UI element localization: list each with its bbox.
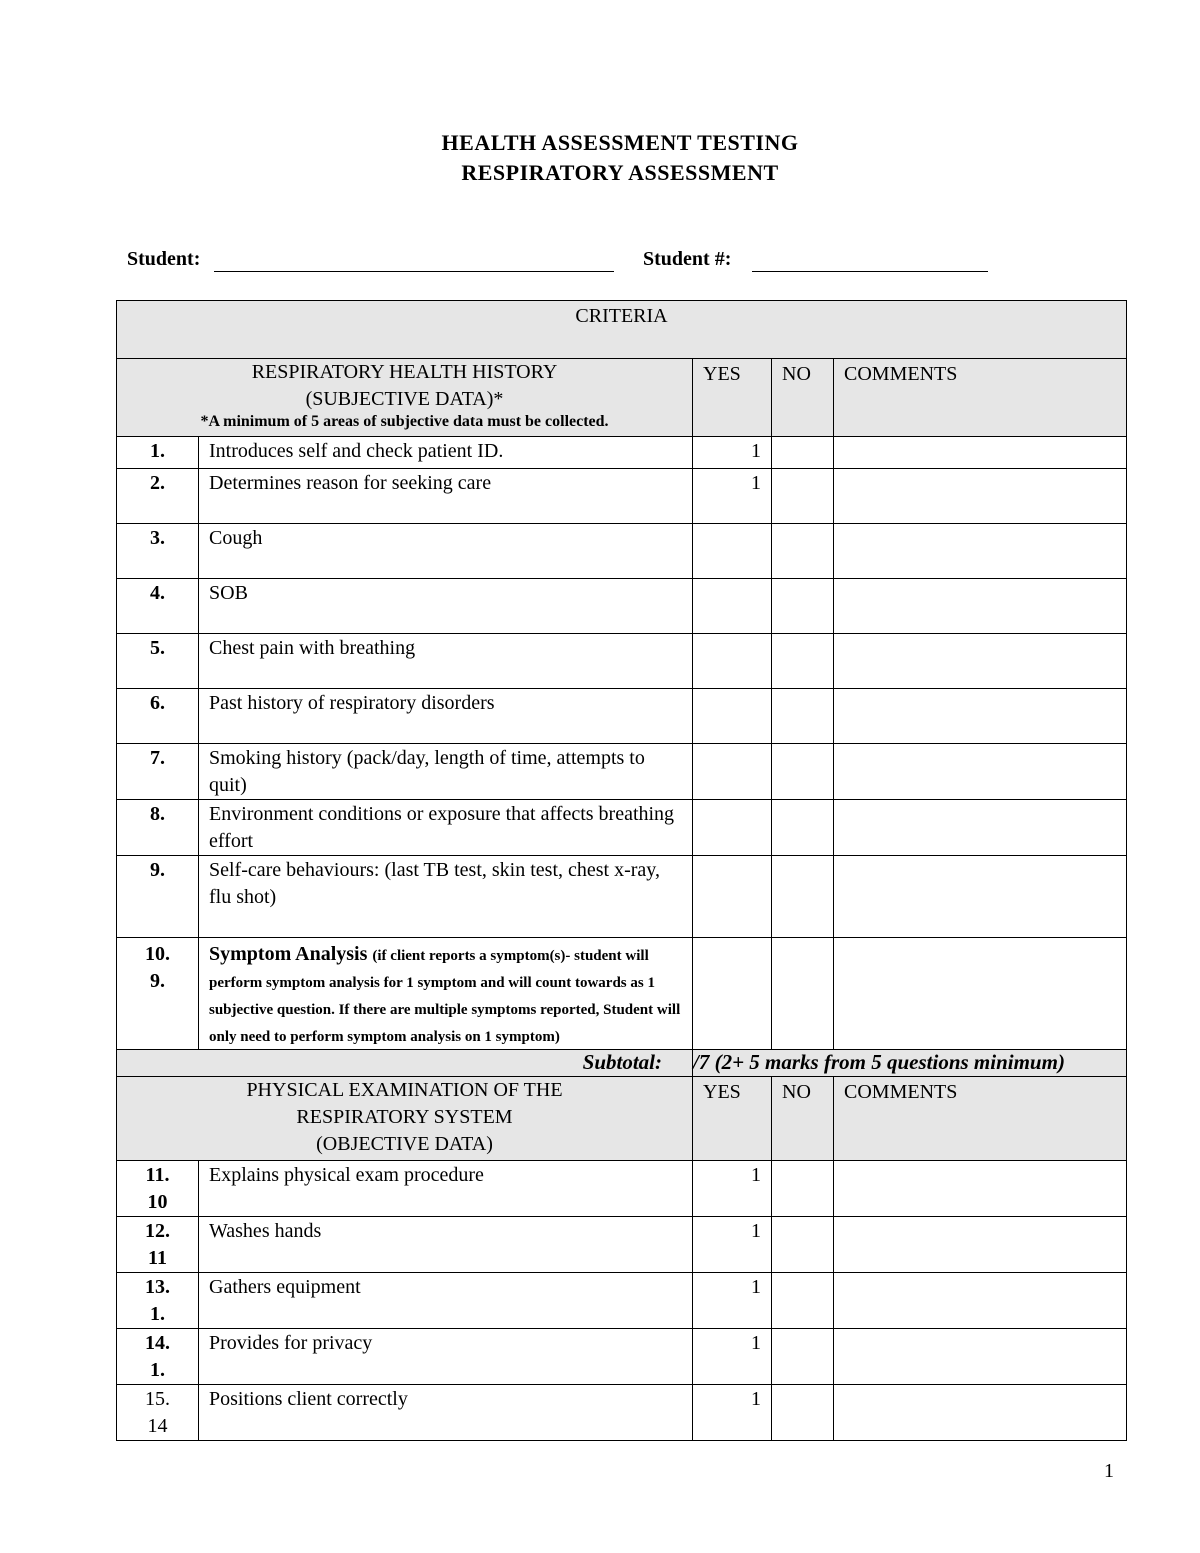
item-number: 8. xyxy=(117,800,199,856)
no-cell[interactable] xyxy=(772,524,834,579)
yes-cell[interactable] xyxy=(693,634,772,689)
yes-cell[interactable]: 1 xyxy=(693,1217,772,1273)
item-number: 3. xyxy=(117,524,199,579)
document-subtitle: RESPIRATORY ASSESSMENT xyxy=(461,160,779,185)
table-row xyxy=(117,437,1127,469)
yes-cell[interactable]: 1 xyxy=(693,1273,772,1329)
comments-column-header: COMMENTS xyxy=(834,359,1127,437)
item-number: 4. xyxy=(117,579,199,634)
comments-cell[interactable] xyxy=(834,524,1127,579)
document-title: HEALTH ASSESSMENT TESTING xyxy=(441,130,799,155)
comments-cell[interactable] xyxy=(834,1385,1127,1441)
comments-cell[interactable] xyxy=(834,856,1127,938)
comments-column-header: COMMENTS xyxy=(834,1077,1127,1161)
item-description: Environment conditions or exposure that affects breathing effort xyxy=(199,800,693,856)
table-row xyxy=(117,1273,1127,1329)
yes-cell[interactable]: 1 xyxy=(693,469,772,524)
item-description: Introduces self and check patient ID. xyxy=(199,437,693,469)
yes-cell[interactable] xyxy=(693,744,772,800)
no-cell[interactable] xyxy=(772,469,834,524)
item-description: Past history of respiratory disorders xyxy=(199,689,693,744)
no-cell[interactable] xyxy=(772,800,834,856)
item-number: 1. xyxy=(117,437,199,469)
student-name-field[interactable] xyxy=(214,271,614,272)
no-cell[interactable] xyxy=(772,938,834,1050)
criteria-header: CRITERIA xyxy=(117,301,1127,359)
yes-cell[interactable]: 1 xyxy=(693,437,772,469)
item-number: 14. 1. xyxy=(117,1329,199,1385)
item-number: 7. xyxy=(117,744,199,800)
item-number: 12. 11 xyxy=(117,1217,199,1273)
item-description: Self-care behaviours: (last TB test, skin test, chest x-ray, flu shot) xyxy=(199,856,693,938)
yes-cell[interactable] xyxy=(693,579,772,634)
comments-cell[interactable] xyxy=(834,437,1127,469)
item-number: 11. 10 xyxy=(117,1161,199,1217)
section-subjective-header: RESPIRATORY HEALTH HISTORY (SUBJECTIVE DATA)* *A minimum of 5 areas of subjective data must be collected. xyxy=(117,359,693,437)
student-label: Student: xyxy=(127,248,201,270)
comments-cell[interactable] xyxy=(834,689,1127,744)
item-description: SOB xyxy=(199,579,693,634)
no-cell[interactable] xyxy=(772,634,834,689)
no-cell[interactable] xyxy=(772,579,834,634)
item-number: 15. 14 xyxy=(117,1385,199,1441)
minimum-note: *A minimum of 5 areas of subjective data must be collected. xyxy=(200,413,609,430)
table-row xyxy=(117,800,1127,856)
table-row xyxy=(117,744,1127,800)
table-row xyxy=(117,1161,1127,1217)
no-column-header: NO xyxy=(772,1077,834,1161)
item-number: 9. xyxy=(117,856,199,938)
item-number: 5. xyxy=(117,634,199,689)
item-description: Provides for privacy xyxy=(199,1329,693,1385)
yes-cell[interactable] xyxy=(693,800,772,856)
item-description: Washes hands xyxy=(199,1217,693,1273)
item-description: Cough xyxy=(199,524,693,579)
no-cell[interactable] xyxy=(772,437,834,469)
comments-cell[interactable] xyxy=(834,634,1127,689)
item-number: 10. 9. xyxy=(117,938,199,1050)
table-row xyxy=(117,1385,1127,1441)
item-description: Chest pain with breathing xyxy=(199,634,693,689)
comments-cell[interactable] xyxy=(834,469,1127,524)
yes-cell[interactable] xyxy=(693,524,772,579)
item-number: 2. xyxy=(117,469,199,524)
student-number-field[interactable] xyxy=(752,271,988,272)
comments-cell[interactable] xyxy=(834,579,1127,634)
item-description: Determines reason for seeking care xyxy=(199,469,693,524)
no-cell[interactable] xyxy=(772,1161,834,1217)
student-number-label: Student #: xyxy=(643,248,732,270)
yes-cell[interactable] xyxy=(693,856,772,938)
item-number: 13. 1. xyxy=(117,1273,199,1329)
assessment-table xyxy=(116,300,1127,1441)
item-description: Smoking history (pack/day, length of time, attempts to quit) xyxy=(199,744,693,800)
yes-column-header: YES xyxy=(693,1077,772,1161)
item-description: Explains physical exam procedure xyxy=(199,1161,693,1217)
no-cell[interactable] xyxy=(772,1273,834,1329)
no-cell[interactable] xyxy=(772,856,834,938)
no-cell[interactable] xyxy=(772,1329,834,1385)
table-row xyxy=(117,524,1127,579)
yes-cell[interactable]: 1 xyxy=(693,1329,772,1385)
no-cell[interactable] xyxy=(772,689,834,744)
comments-cell[interactable] xyxy=(834,1273,1127,1329)
item-description: Gathers equipment xyxy=(199,1273,693,1329)
yes-cell[interactable]: 1 xyxy=(693,1161,772,1217)
yes-cell[interactable] xyxy=(693,689,772,744)
comments-cell[interactable] xyxy=(834,800,1127,856)
subtotal-value: /7 (2+ 5 marks from 5 questions minimum) xyxy=(693,1050,1127,1077)
page-number: 1 xyxy=(1104,1460,1114,1482)
table-row xyxy=(117,1217,1127,1273)
table-row xyxy=(117,634,1127,689)
table-row xyxy=(117,579,1127,634)
table-row xyxy=(117,1329,1127,1385)
item-description: Positions client correctly xyxy=(199,1385,693,1441)
yes-cell[interactable] xyxy=(693,938,772,1050)
comments-cell[interactable] xyxy=(834,744,1127,800)
no-cell[interactable] xyxy=(772,1385,834,1441)
comments-cell[interactable] xyxy=(834,938,1127,1050)
comments-cell[interactable] xyxy=(834,1329,1127,1385)
table-row xyxy=(117,689,1127,744)
subtotal-label: Subtotal: xyxy=(117,1050,693,1077)
symptom-analysis-row xyxy=(117,938,1127,1050)
comments-cell[interactable] xyxy=(834,1217,1127,1273)
table-row xyxy=(117,469,1127,524)
item-number: 6. xyxy=(117,689,199,744)
symptom-analysis-description: Symptom Analysis (if client reports a symptom(s)- student will perform symptom analysis for 1 symptom and will count towards as 1 subjective question. If there are multiple symptoms reported, Student will only need to perform symptom analysis on 1 symptom) xyxy=(199,938,693,1050)
table-row xyxy=(117,856,1127,938)
no-cell[interactable] xyxy=(772,744,834,800)
no-column-header: NO xyxy=(772,359,834,437)
yes-column-header: YES xyxy=(693,359,772,437)
no-cell[interactable] xyxy=(772,1217,834,1273)
section-objective-header: PHYSICAL EXAMINATION OF THE RESPIRATORY SYSTEM (OBJECTIVE DATA) xyxy=(117,1077,693,1161)
subtotal-row xyxy=(117,1050,1127,1077)
comments-cell[interactable] xyxy=(834,1161,1127,1217)
yes-cell[interactable]: 1 xyxy=(693,1385,772,1441)
